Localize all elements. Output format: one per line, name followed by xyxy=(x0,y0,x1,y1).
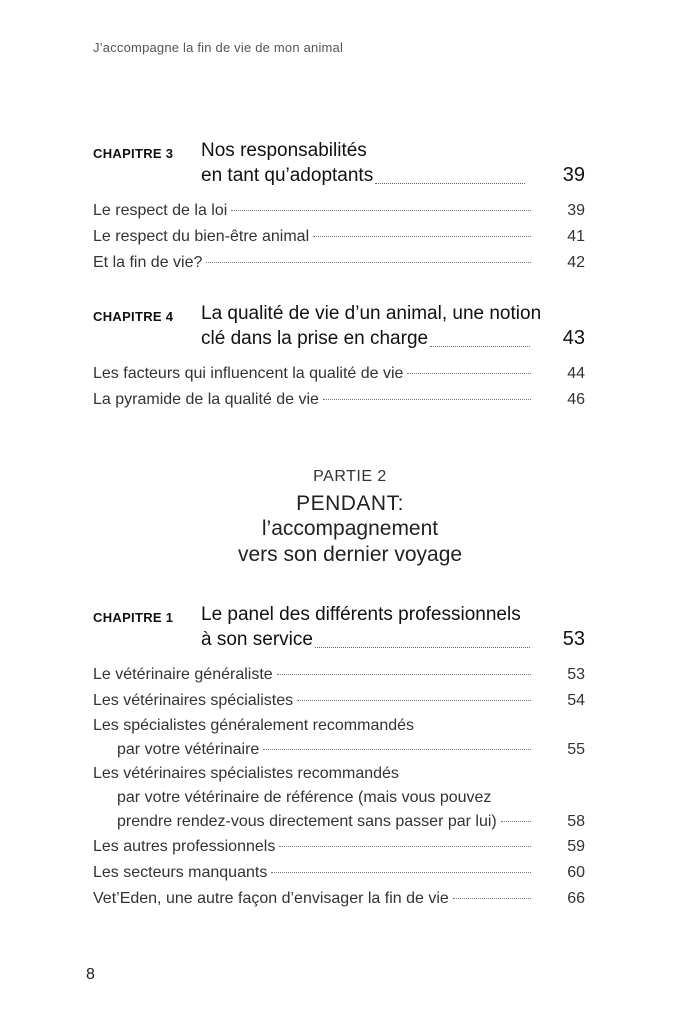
entry-text: par votre vétérinaire xyxy=(117,741,260,758)
running-head: J’accompagne la fin de vie de mon animal xyxy=(93,40,344,55)
toc-entry[interactable] xyxy=(93,198,585,224)
dot-leader xyxy=(501,820,531,822)
part-title-line2: l’accompagnement xyxy=(261,517,439,540)
part-label: PARTIE 2 xyxy=(313,468,387,485)
dot-leader xyxy=(231,209,531,211)
dot-leader xyxy=(315,646,530,648)
entry-list xyxy=(93,361,585,413)
entry-page: 46 xyxy=(567,391,585,408)
toc-entry[interactable] xyxy=(93,250,585,276)
entry-text: La pyramide de la qualité de vie xyxy=(93,391,319,408)
entry-text: Les vétérinaires spécialistes xyxy=(93,692,294,709)
chapter-title-line2: en tant qu’adoptants xyxy=(201,165,374,186)
entry-text: Les vétérinaires spécialistes recommandés xyxy=(93,765,399,782)
toc-entry[interactable] xyxy=(93,361,585,387)
part-title-line1: PENDANT: xyxy=(296,492,404,515)
entry-text: Les spécialistes généralement recommandés xyxy=(93,717,415,734)
entry-text: prendre rendez-vous directement sans passer par lui) xyxy=(117,813,497,830)
dot-leader xyxy=(407,372,531,374)
entry-list xyxy=(93,198,585,276)
toc-entry[interactable] xyxy=(93,387,585,413)
page-number: 8 xyxy=(86,966,95,983)
chapter-page: 39 xyxy=(562,164,585,186)
entry-page: 44 xyxy=(567,365,585,382)
dot-leader xyxy=(430,345,530,347)
dot-leader xyxy=(297,699,531,701)
chapter-title-line2: à son service xyxy=(201,629,313,650)
entry-list xyxy=(93,662,585,912)
entry-page: 60 xyxy=(567,864,585,881)
chapter-page: 53 xyxy=(562,628,585,650)
entry-text: par votre vétérinaire de référence (mais vous pouvez xyxy=(117,789,492,806)
chapter-label: CHAPITRE 3 xyxy=(93,146,174,161)
toc-entry[interactable] xyxy=(93,886,585,912)
dot-leader xyxy=(375,182,525,184)
entry-page: 59 xyxy=(567,838,585,855)
entry-text: Les autres professionnels xyxy=(93,838,276,855)
entry-page: 54 xyxy=(567,692,585,709)
chapter-label: CHAPITRE 4 xyxy=(93,309,174,324)
toc-chapter-4 xyxy=(93,301,585,413)
dot-leader xyxy=(323,398,531,400)
chapter-title-line1: Nos responsabilités xyxy=(201,140,367,161)
entry-text: Les secteurs manquants xyxy=(93,864,268,881)
toc-entry[interactable] xyxy=(93,688,585,714)
entry-page: 42 xyxy=(567,254,585,271)
entry-page: 58 xyxy=(567,813,585,830)
toc-entry[interactable] xyxy=(93,662,585,688)
chapter-label: CHAPITRE 1 xyxy=(93,610,174,625)
dot-leader xyxy=(313,235,531,237)
part-heading xyxy=(0,468,700,568)
chapter-title-line1: Le panel des différents professionnels xyxy=(201,604,521,625)
dot-leader xyxy=(206,261,531,263)
dot-leader xyxy=(279,845,531,847)
entry-text: Le respect du bien-être animal xyxy=(93,228,310,245)
entry-text: Le respect de la loi xyxy=(93,202,228,219)
toc-entry[interactable] xyxy=(93,860,585,886)
chapter-page: 43 xyxy=(562,327,585,349)
toc-chapter-3 xyxy=(93,138,585,276)
toc-entry[interactable] xyxy=(93,224,585,250)
entry-page: 66 xyxy=(567,890,585,907)
dot-leader xyxy=(277,673,531,675)
entry-text: Vet’Eden, une autre façon d’envisager la fin de vie xyxy=(93,890,449,907)
part-title-line3: vers son dernier voyage xyxy=(237,543,463,566)
toc-entry[interactable] xyxy=(93,762,585,834)
dot-leader xyxy=(263,748,531,750)
entry-page: 41 xyxy=(567,228,585,245)
toc-entry[interactable] xyxy=(93,834,585,860)
toc-entry[interactable] xyxy=(93,714,585,762)
chapter-title-line2: clé dans la prise en charge xyxy=(201,328,429,349)
entry-text: Les facteurs qui influencent la qualité de vie xyxy=(93,365,404,382)
entry-text: Le vétérinaire généraliste xyxy=(93,666,273,683)
dot-leader xyxy=(271,871,531,873)
dot-leader xyxy=(453,897,531,899)
chapter-title-line1: La qualité de vie d’un animal, une notion xyxy=(201,303,542,324)
entry-page: 53 xyxy=(567,666,585,683)
entry-text: Et la fin de vie? xyxy=(93,254,203,271)
entry-page: 55 xyxy=(567,741,585,758)
toc-part2-chapter-1 xyxy=(93,602,585,912)
entry-page: 39 xyxy=(567,202,585,219)
